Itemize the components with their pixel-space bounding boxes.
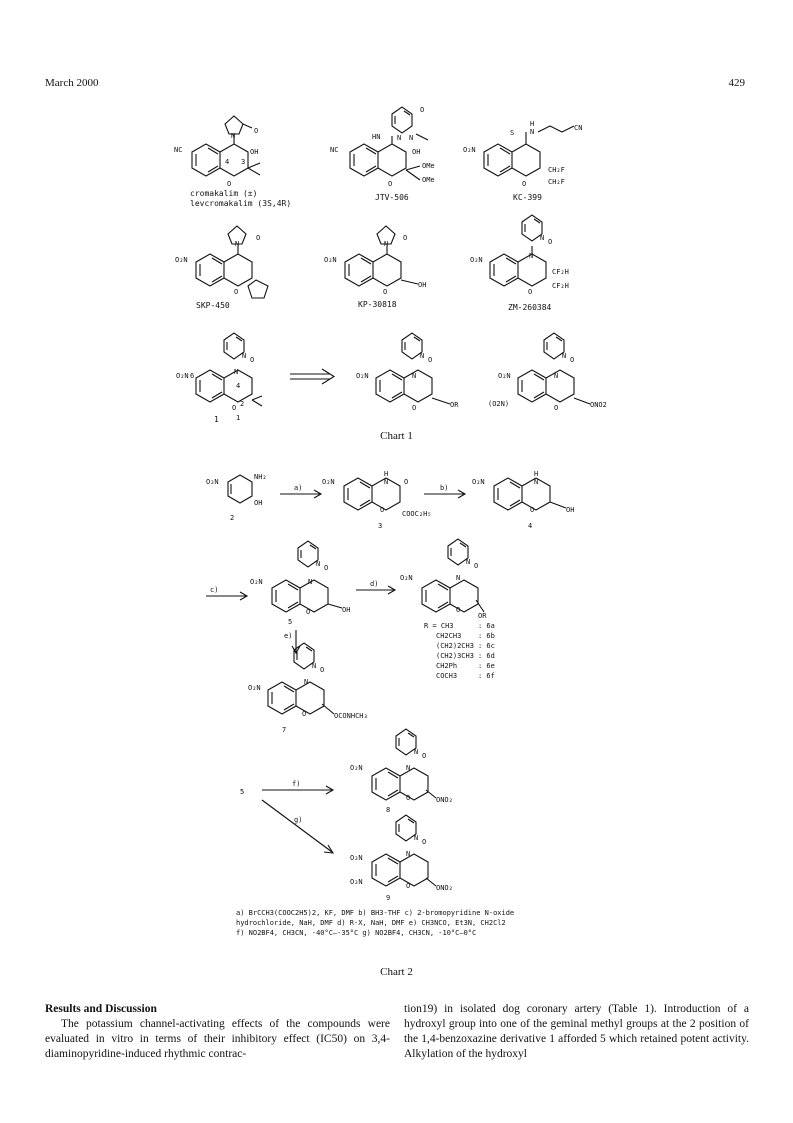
- label-compound-3: 3: [378, 522, 383, 530]
- svg-text:N: N: [562, 352, 567, 360]
- label-compound-5: 5: [288, 618, 293, 626]
- svg-text:O: O: [530, 506, 535, 514]
- svg-text:O₂N: O₂N: [175, 256, 188, 264]
- r-group-table: [424, 622, 495, 680]
- structure-4: [472, 470, 574, 530]
- svg-text:1: 1: [236, 414, 241, 422]
- right-paragraph: tion19) in isolated dog coronary artery (Table 1). Introduction of a hydroxyl group into one of the geminal methyl groups at the 2 position of the 1,4-benzoxazine derivative 1 afforded 5 which retained potent activity. Alkylation of the hydroxyl: [404, 1003, 749, 1060]
- svg-text:O: O: [403, 234, 408, 242]
- structure-zm-260384: [470, 215, 569, 296]
- svg-text:N: N: [242, 352, 247, 360]
- svg-text:N: N: [406, 764, 411, 772]
- arrow-g: [262, 800, 332, 852]
- label-compound-8: 8: [386, 806, 391, 814]
- svg-text:CH₂F: CH₂F: [548, 166, 565, 174]
- label-jtv-506: JTV-506: [375, 193, 409, 202]
- svg-text:OH: OH: [566, 506, 575, 514]
- svg-text:O: O: [422, 752, 427, 760]
- svg-text:O₂N: O₂N: [498, 372, 511, 380]
- svg-text:O₂N: O₂N: [350, 764, 363, 772]
- svg-text:H: H: [384, 470, 389, 478]
- structure-5: [250, 541, 350, 626]
- svg-text:CF₂H: CF₂H: [552, 282, 569, 290]
- svg-text:O₂N: O₂N: [472, 478, 485, 486]
- svg-text:OH: OH: [418, 281, 427, 289]
- svg-text:N: N: [414, 748, 419, 756]
- svg-text:O: O: [570, 356, 575, 364]
- structure-chart1-ether: [356, 333, 459, 412]
- svg-text:O: O: [420, 106, 425, 114]
- svg-text:: 6e: : 6e: [478, 662, 495, 670]
- structure-3: [322, 470, 432, 530]
- svg-text:CH2Ph: CH2Ph: [436, 662, 458, 670]
- svg-text:O: O: [404, 478, 409, 486]
- svg-text:N: N: [554, 372, 559, 380]
- svg-text:O₂N: O₂N: [248, 684, 261, 692]
- structure-chart1-nitrate: [488, 333, 607, 412]
- svg-text:O: O: [227, 180, 232, 188]
- svg-text:S: S: [510, 129, 515, 137]
- structure-7: [248, 643, 368, 734]
- chart2-caption: Chart 2: [380, 966, 413, 978]
- structure-6: [400, 539, 487, 620]
- svg-text:COOC₂H₅: COOC₂H₅: [402, 510, 432, 518]
- reagents-line-3: f) NO2BF4, CH3CN, -40°C—-35°C g) NO2BF4, CH3CN, -10°C—0°C: [236, 929, 477, 937]
- svg-text:: 6f: : 6f: [478, 672, 495, 680]
- svg-text:O: O: [324, 564, 329, 572]
- label-kp-30818: KP-30818: [358, 300, 397, 309]
- svg-text:O: O: [232, 404, 237, 412]
- svg-text:O₂N: O₂N: [176, 372, 189, 380]
- svg-text:(CH2)3CH3: (CH2)3CH3: [436, 652, 474, 660]
- step-f: f): [292, 780, 301, 788]
- svg-text:O: O: [554, 404, 559, 412]
- svg-text:OH: OH: [342, 606, 351, 614]
- svg-text:O₂N: O₂N: [463, 146, 476, 154]
- svg-text:O₂N: O₂N: [400, 574, 413, 582]
- body-left-column: [45, 1002, 390, 1062]
- svg-text:: 6b: : 6b: [478, 632, 495, 640]
- structure-kp-30818: [324, 226, 426, 296]
- svg-text:O: O: [522, 180, 527, 188]
- step-e: e): [284, 632, 293, 640]
- svg-text:N: N: [409, 134, 414, 142]
- structure-kc-399: [463, 120, 582, 188]
- retrosynthesis-arrow: [290, 369, 334, 384]
- svg-text:N: N: [456, 574, 461, 582]
- svg-text:N: N: [312, 662, 317, 670]
- svg-text:O₂N: O₂N: [350, 854, 363, 862]
- svg-text:H: H: [530, 120, 535, 128]
- svg-text:R = CH3: R = CH3: [424, 622, 454, 630]
- svg-text:N: N: [414, 834, 419, 842]
- svg-text:3: 3: [241, 158, 246, 166]
- step-c: c): [210, 586, 219, 594]
- svg-text:: 6a: : 6a: [478, 622, 495, 630]
- svg-text:O: O: [234, 288, 239, 296]
- reagents-line-2: hydrochloride, NaH, DMF d) R-X, NaH, DMF e) CH3NCO, Et3N, CH2Cl2: [236, 919, 506, 927]
- svg-text:2: 2: [240, 400, 245, 408]
- svg-text:NC: NC: [174, 146, 183, 154]
- svg-text:N: N: [406, 850, 411, 858]
- structure-cromakalim: [174, 116, 260, 188]
- svg-text:O₂N: O₂N: [356, 372, 369, 380]
- step-d: d): [370, 580, 379, 588]
- svg-text:O₂N: O₂N: [470, 256, 483, 264]
- svg-text:N: N: [420, 352, 425, 360]
- svg-text:O: O: [250, 356, 255, 364]
- svg-text:N: N: [534, 478, 539, 486]
- body-right-column: [404, 1002, 749, 1062]
- svg-text:OMe: OMe: [422, 162, 435, 170]
- structure-8: [350, 729, 453, 814]
- structure-compound-1: [176, 333, 262, 422]
- svg-text:O₂N: O₂N: [350, 878, 363, 886]
- svg-text:4: 4: [225, 158, 230, 166]
- structure-9: [350, 815, 453, 902]
- svg-text:O: O: [383, 288, 388, 296]
- svg-text:ONO₂: ONO₂: [436, 884, 453, 892]
- svg-text:N: N: [466, 558, 471, 566]
- svg-text:6: 6: [190, 372, 195, 380]
- reagents-line-1: a) BrCCH3(COOC2H5)2, KF, DMF b) BH3-THF c) 2-bromopyridine N-oxide: [236, 909, 515, 917]
- svg-text:CH₂F: CH₂F: [548, 178, 565, 186]
- chart1-caption: Chart 1: [380, 430, 413, 442]
- svg-text:CN: CN: [574, 124, 583, 132]
- svg-text:O₂N: O₂N: [324, 256, 337, 264]
- svg-text:O: O: [302, 710, 307, 718]
- svg-text:N: N: [412, 372, 417, 380]
- label-or: OR: [450, 401, 459, 409]
- structure-jtv-506: [330, 106, 435, 188]
- svg-text:ONO₂: ONO₂: [436, 796, 453, 804]
- svg-text:N: N: [540, 234, 545, 242]
- step-g: g): [294, 816, 303, 824]
- svg-text:N: N: [316, 560, 321, 568]
- svg-text:H: H: [534, 470, 539, 478]
- svg-text:OCONHCH₃: OCONHCH₃: [334, 712, 368, 720]
- structure-skp-450: [175, 226, 268, 298]
- label-levcromakalim: levcromakalim (3S,4R): [190, 199, 292, 208]
- label-compound-4: 4: [528, 522, 533, 530]
- svg-text:CH2CH3: CH2CH3: [436, 632, 462, 640]
- label-compound-9: 9: [386, 894, 391, 902]
- svg-text:N: N: [384, 478, 389, 486]
- svg-text:O: O: [388, 180, 393, 188]
- svg-text:CF₂H: CF₂H: [552, 268, 569, 276]
- svg-text:N: N: [397, 134, 402, 142]
- label-kc-399: KC-399: [513, 193, 542, 202]
- label-5-start: 5: [240, 788, 245, 796]
- reagents-legend: [236, 908, 566, 938]
- step-b: b): [440, 484, 449, 492]
- structure-2: [206, 473, 267, 522]
- svg-text:NH₂: NH₂: [254, 473, 267, 481]
- svg-text:N: N: [308, 578, 313, 586]
- svg-text:COCH3: COCH3: [436, 672, 458, 680]
- svg-text:OH: OH: [254, 499, 263, 507]
- section-title: Results and Discussion: [45, 1003, 157, 1015]
- label-compound-7: 7: [282, 726, 287, 734]
- svg-text:O: O: [428, 356, 433, 364]
- svg-text:OMe: OMe: [422, 176, 435, 184]
- page-number: 429: [728, 77, 745, 89]
- svg-text:OR: OR: [478, 612, 487, 620]
- label-skp-450: SKP-450: [196, 301, 230, 310]
- svg-text:O: O: [320, 666, 325, 674]
- label-ono2: ONO2: [590, 401, 607, 409]
- svg-text:(CH2)2CH3: (CH2)2CH3: [436, 642, 474, 650]
- svg-text:N: N: [529, 252, 534, 260]
- svg-text:N: N: [234, 368, 239, 376]
- svg-text:N: N: [231, 132, 236, 140]
- svg-text:NC: NC: [330, 146, 339, 154]
- svg-text:OH: OH: [412, 148, 421, 156]
- svg-text:O: O: [380, 506, 385, 514]
- svg-text:N: N: [304, 678, 309, 686]
- label-compound-2: 2: [230, 514, 235, 522]
- svg-text:HN: HN: [372, 133, 381, 141]
- svg-text:O: O: [406, 794, 411, 802]
- svg-text:O: O: [528, 288, 533, 296]
- label-zm-260384: ZM-260384: [508, 303, 552, 312]
- svg-text:O: O: [306, 608, 311, 616]
- label-compound-1: 1: [214, 415, 219, 424]
- running-header-date: March 2000: [45, 77, 99, 89]
- svg-text:O₂N: O₂N: [206, 478, 219, 486]
- svg-text:OH: OH: [250, 148, 259, 156]
- step-a: a): [294, 484, 303, 492]
- svg-text:O: O: [548, 238, 553, 246]
- svg-text:O: O: [256, 234, 261, 242]
- svg-text:: 6c: : 6c: [478, 642, 495, 650]
- svg-text:O: O: [412, 404, 417, 412]
- label-o2n-optional: (O2N): [488, 400, 510, 408]
- svg-text:O: O: [406, 882, 411, 890]
- svg-text:O₂N: O₂N: [250, 578, 263, 586]
- svg-text:: 6d: : 6d: [478, 652, 495, 660]
- label-cromakalim: cromakalim (±): [190, 189, 258, 198]
- svg-text:O: O: [474, 562, 479, 570]
- svg-text:O: O: [254, 127, 259, 135]
- svg-text:O: O: [456, 606, 461, 614]
- svg-text:N: N: [530, 128, 535, 136]
- svg-text:O: O: [422, 838, 427, 846]
- svg-text:4: 4: [236, 382, 241, 390]
- svg-text:O₂N: O₂N: [322, 478, 335, 486]
- left-paragraph: The potassium channel-activating effects of the compounds were evaluated in vitro in terms of their inhibitory effect (IC50) on 3,4-diaminopyridine-induced rhythmic contrac-: [45, 1018, 390, 1060]
